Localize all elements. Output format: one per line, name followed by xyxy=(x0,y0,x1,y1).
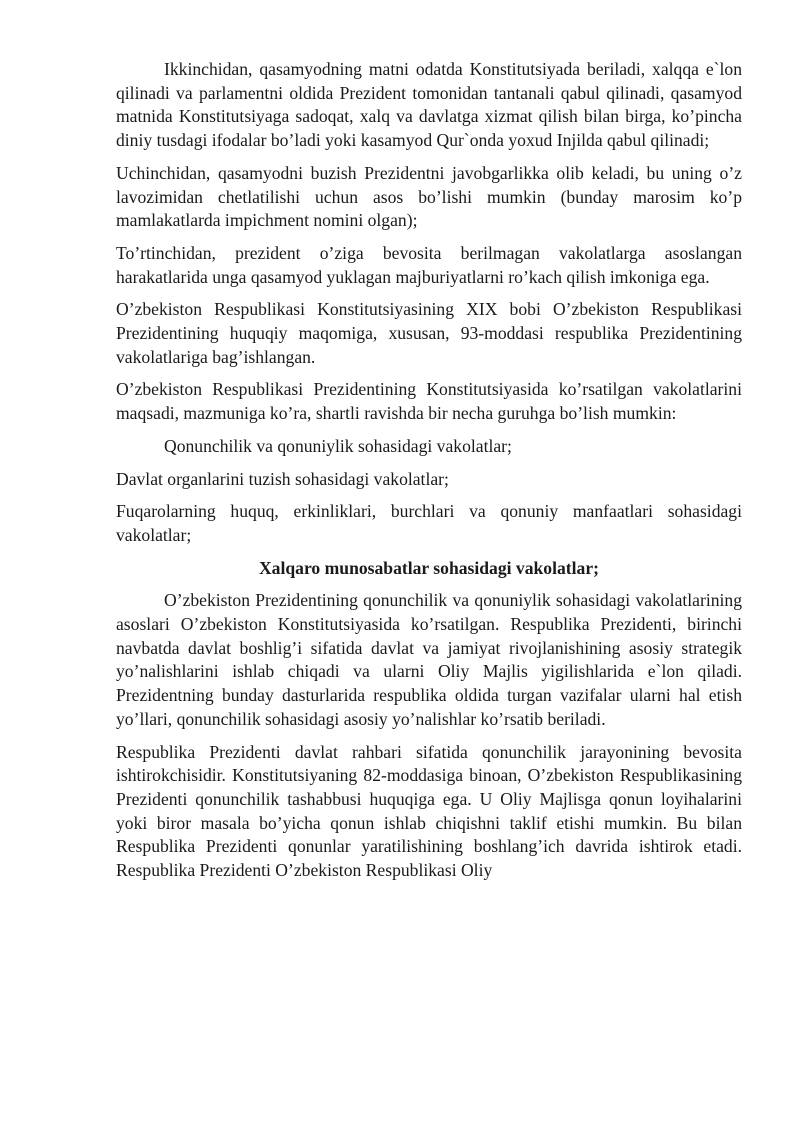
paragraph-tortinchidan: To’rtinchidan, prezident o’ziga bevosita berilmagan vakolatlarga asoslangan harakatlarida unga qasamyod yuklagan majburiyatlarni ro’kach qilish imkoniga ega. xyxy=(116,242,742,287)
list-item-legislation: Qonunchilik va qonuniylik sohasidagi vakolatlar; xyxy=(164,435,512,456)
list-item-citizens-rights: Fuqarolarning huquq, erkinliklari, burchlari va qonuniy manfaatlari sohasidagi vakolatlar; xyxy=(116,501,742,545)
paragraph-uchinchidan: Uchinchidan, qasamyodni buzish Prezidentni javobgarlikka olib keladi, bu uning o’z lavozimidan chetlatilishi uchun asos bo’lishi mumkin (bunday marosim ko’p mamlakatlarda impichment nomini olgan); xyxy=(116,162,742,231)
paragraph-constitution-chapter: O’zbekiston Respublikasi Konstitutsiyasining XIX bobi O’zbekiston Respublikasi Prezidentining huquqiy maqomiga, xususan, 93-moddasi respublika Prezidentining vakolatlariga bag’ishlangan. xyxy=(116,299,742,367)
paragraph-powers-groups: O’zbekiston Respublikasi Prezidentining Konstitutsiyasida ko’rsatilgan vakolatlarini maqsadi, mazmuniga ko’ra, shartli ravishda bir necha guruhga bo’lish mumkin: xyxy=(116,379,742,424)
paragraph-ikkinchidan: Ikkinchidan, qasamyodning matni odatda Konstitutsiyada beriladi, xalqqa e`lon qilinadi va parlamentni oldida Prezident tomonidan tantanali qabul qilinadi, qasamyod matnida Konstitutsiyaga sadoqat, xalq va davlatga xizmat qilish bilan birga, ko’pincha diniy tusdagi ifodalar bo’ladi yoki kasamyod Qur`onda yoxud Injilda qabul qilinadi; xyxy=(116,59,742,151)
list-item-state-organs: Davlat organlarini tuzish sohasidagi vakolatlar; xyxy=(116,468,449,489)
paragraph-legislative-process: Respublika Prezidenti davlat rahbari sifatida qonunchilik jarayonining bevosita ishtirokchisidir. Konstitutsiyaning 82-moddasiga binoan, O’zbekiston Respublikasining Prezidenti qonunchilik tashabbusi huquqiga ega. U Oliy Majlisga qonun loyihalarini yoki biror masala bo’yicha qonun ishlab chiqishni taklif etishi mumkin. Bu bilan Respublika Prezidenti qonunlar yaratilishining boshlang’ich davrida ishtirok etadi. Respublika Prezidenti O’zbekiston Respublikasi Oliy xyxy=(116,741,742,881)
paragraph-legislative-basis: O’zbekiston Prezidentining qonunchilik va qonuniylik sohasidagi vakolatlarining asoslari O’zbekiston Konstitutsiyasida ko’rsatilgan. Respublika Prezidenti, birinchi navbatda davlat boshlig’i sifatida davlat va jamiyat rivojlanishining asosiy strategik yo’nalishlarini ishlab chiqadi va ularni Oliy Majlis yigilishlarida e`lon qiladi. Prezidentning bunday dasturlarida respublika oldida turgan vazifalar ularni hal etish yo’llari, qonunchilik sohasidagi asosiy yo’nalishlar ko’rsatib beriladi. xyxy=(116,590,742,729)
section-heading-international: Xalqaro munosabatlar sohasidagi vakolatlar; xyxy=(258,557,600,578)
